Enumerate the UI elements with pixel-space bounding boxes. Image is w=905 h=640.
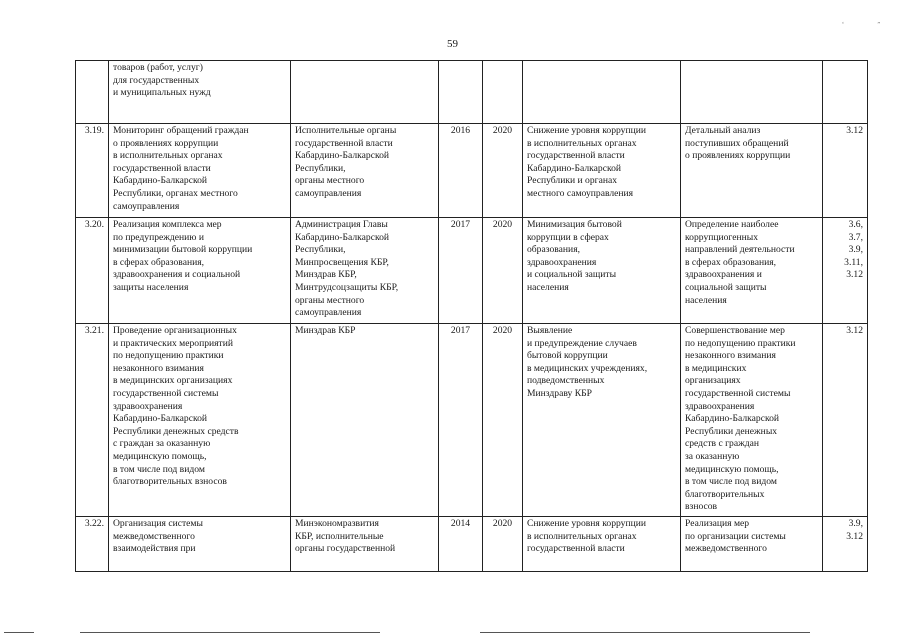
measure-cell: товаров (работ, услуг) для государственных и муниципальных нужд	[109, 61, 291, 124]
goal-cell: Снижение уровня коррупции в исполнительных органах государственной власти Кабардино-Балкарской Республики и органах местного самоуправления	[523, 124, 681, 218]
row-number: 3.22.	[76, 517, 109, 572]
measures-table	[75, 60, 868, 572]
start-year-cell: 2014	[439, 517, 483, 572]
reference-cell: 3.9, 3.12	[823, 517, 868, 572]
executors-cell: Минэкономразвития КБР, исполнительные органы государственной	[291, 517, 439, 572]
table-row	[76, 517, 868, 572]
executors-cell: Исполнительные органы государственной власти Кабардино-Балкарской Республики, органы местного самоуправления	[291, 124, 439, 218]
result-cell: Детальный анализ поступивших обращений о проявлениях коррупции	[681, 124, 823, 218]
goal-cell: Минимизация бытовой коррупции в сферах образования, здравоохранения и социальной защиты населения	[523, 218, 681, 324]
goal-cell: Выявление и предупреждение случаев бытовой коррупции в медицинских учреждениях, подведомственных Минздраву КБР	[523, 324, 681, 517]
reference-cell: 3.12	[823, 124, 868, 218]
result-cell	[681, 61, 823, 124]
executors-cell: Минздрав КБР	[291, 324, 439, 517]
result-cell: Совершенствование мер по недопущению практики незаконного взимания в медицинских организациях государственной системы здравоохранения Кабардино-Балкарской Республики денежных средств с граждан за оказанную медицинскую помощь, в том числе под видом благотворительных взносов	[681, 324, 823, 517]
table-row	[76, 124, 868, 218]
page-number: 59	[447, 38, 458, 50]
row-number	[76, 61, 109, 124]
executors-cell: Администрация Главы Кабардино-Балкарской Республики, Минпросвещения КБР, Минздрав КБР, Минтрудсоцзащиты КБР, органы местного самоуправления	[291, 218, 439, 324]
start-year-cell: 2017	[439, 218, 483, 324]
end-year-cell: 2020	[483, 124, 523, 218]
goal-cell	[523, 61, 681, 124]
start-year-cell: 2016	[439, 124, 483, 218]
goal-cell: Снижение уровня коррупции в исполнительных органах государственной власти	[523, 517, 681, 572]
end-year-cell: 2020	[483, 218, 523, 324]
row-number: 3.19.	[76, 124, 109, 218]
table-row	[76, 324, 868, 517]
end-year-cell	[483, 61, 523, 124]
table-row	[76, 218, 868, 324]
reference-cell: 3.6, 3.7, 3.9, 3.11, 3.12	[823, 218, 868, 324]
end-year-cell: 2020	[483, 324, 523, 517]
table-row	[76, 61, 868, 124]
scan-bottom-edge	[0, 632, 905, 635]
start-year-cell	[439, 61, 483, 124]
measure-cell: Организация системы межведомственного взаимодействия при	[109, 517, 291, 572]
start-year-cell: 2017	[439, 324, 483, 517]
measure-cell: Реализация комплекса мер по предупреждению и минимизации бытовой коррупции в сферах образования, здравоохранения и социальной защиты населения	[109, 218, 291, 324]
result-cell: Определение наиболее коррупциогенных направлений деятельности в сферах образования, здравоохранения и социальной защиты населения	[681, 218, 823, 324]
row-number: 3.20.	[76, 218, 109, 324]
measure-cell: Мониторинг обращений граждан о проявлениях коррупции в исполнительных органах государственной власти Кабардино-Балкарской Республики, органах местного самоуправления	[109, 124, 291, 218]
reference-cell	[823, 61, 868, 124]
executors-cell	[291, 61, 439, 124]
result-cell: Реализация мер по организации системы межведомственного	[681, 517, 823, 572]
end-year-cell: 2020	[483, 517, 523, 572]
scan-marks: ʻ ʺ	[842, 22, 896, 28]
row-number: 3.21.	[76, 324, 109, 517]
reference-cell: 3.12	[823, 324, 868, 517]
measure-cell: Проведение организационных и практических мероприятий по недопущению практики незаконного взимания в медицинских организациях государственной системы здравоохранения Кабардино-Балкарской Республики денежных средств с граждан за оказанную медицинскую помощь, в том числе под видом благотворительных взносов	[109, 324, 291, 517]
